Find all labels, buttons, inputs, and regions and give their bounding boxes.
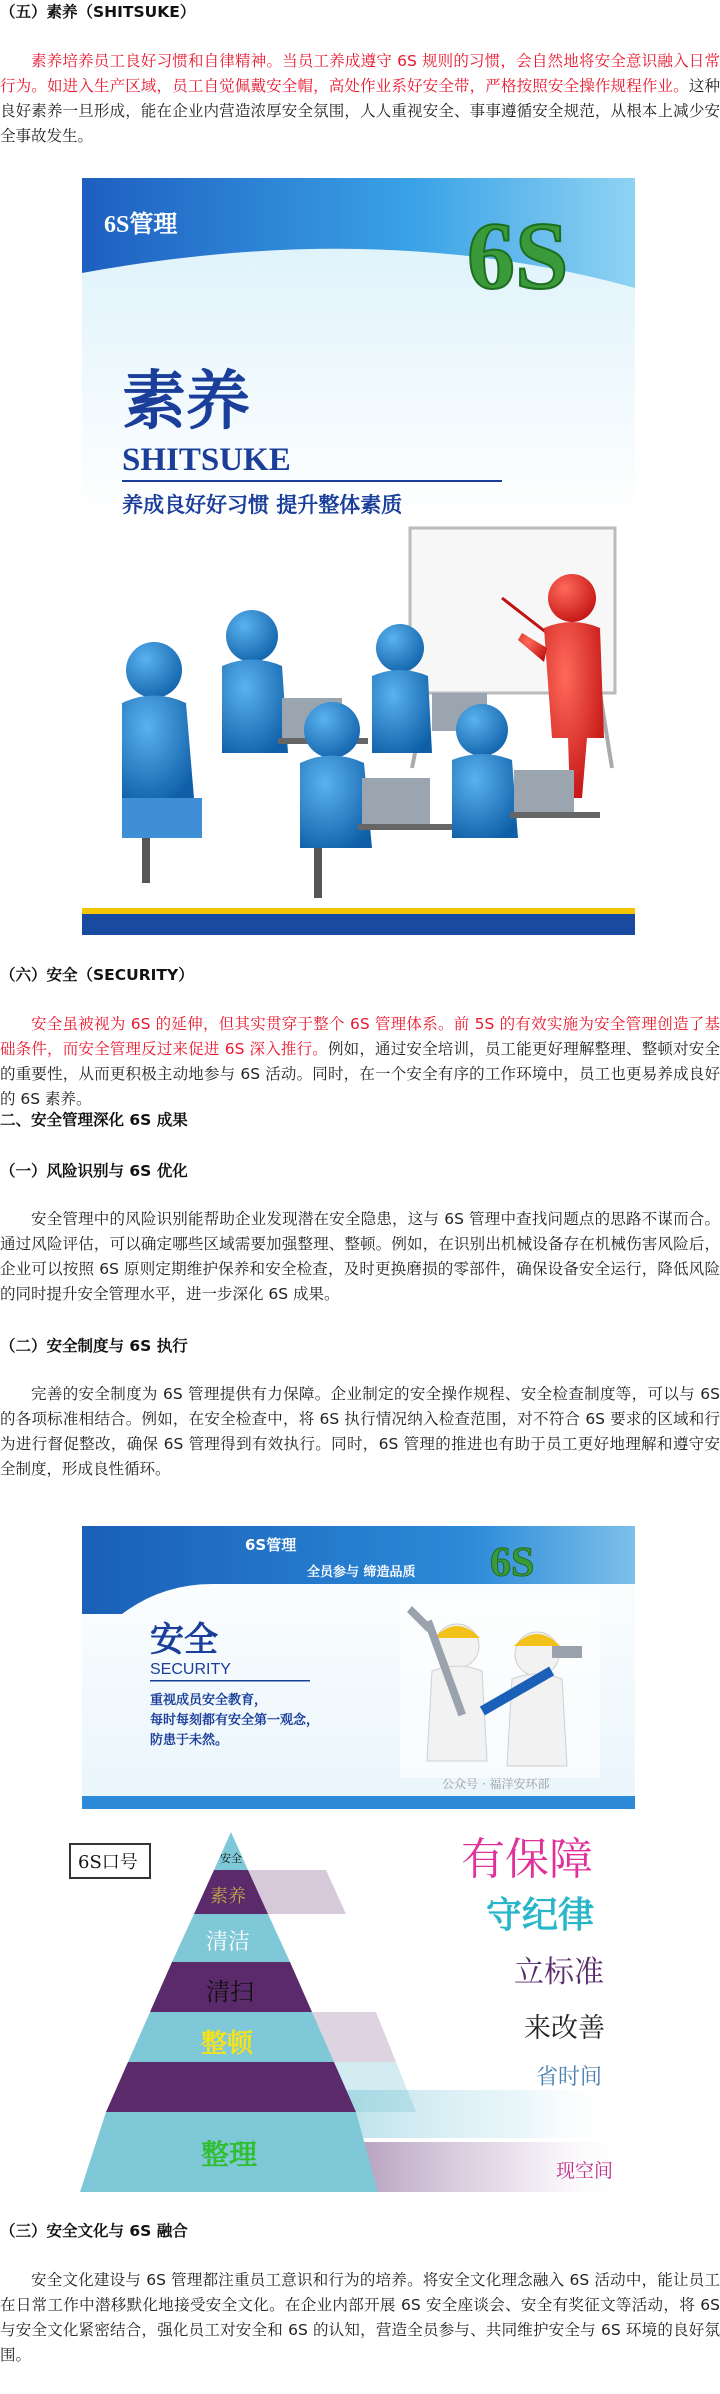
section-5-paragraph [0,49,720,149]
pyramid-slogan-1: 有保障 [461,1834,593,1885]
poster1-title: 素养 [122,364,250,439]
poster2-line-2: 每时每刻都有安全第一观念， [150,1713,320,1728]
section-6-highlight: 安全虽被视为 6S 的延伸，但其实贯穿于整个 6S 管理体系。前 5S 的有效实施为安全管理创造了基础条件，而安全管理反过来促进 6S 深入推行。 [0,1015,720,1058]
section-6-text: 例如，通过安全培训，员工能更好理解整理、整顿对安全的重要性，从而更积极主动地参与 6S 活动。同时，在一个安全有序的工作环境中，员工也更易养成良好的 6S 素养。 [0,1040,720,1108]
poster-shitsuke [82,178,635,935]
section-5-text: 这种良好素养一旦形成，能在企业内营造浓厚安全氛围，人人重视安全、事事遵循安全规范，从根本上减少安全事故发生。 [0,77,720,145]
poster2-subtitle: 全员参与 缔造品质 [307,1565,416,1580]
poster2-romaji: SECURITY [150,1661,231,1678]
pyramid-slogan-4: 来改善 [524,2013,605,2044]
poster1-big-6s: 6S [467,202,569,309]
pyramid-level-1: 安全 [220,1852,242,1865]
poster-security [82,1526,635,1809]
workers-illustration [400,1598,600,1778]
pyramid-level-5: 整顿 [201,2029,254,2059]
section-2-2-text: 完善的安全制度为 6S 管理提供有力保障。企业制定的安全操作规程、安全检查制度等，可以与 6S 的各项标准相结合。例如，在安全检查中，将 6S 执行情况纳入检查范围，对不符合 6S 要求的区域和行为进行督促整改，确保 6S 管理得到有效执行。同时，6S 管理的推进也有助于员工更好地理解和遵守安全制度，形成良性循环。 [0,1385,720,1478]
pyramid-label: 6S口号 [78,1852,138,1873]
section-5-highlight: 素养培养员工良好习惯和自律精神。当员工养成遵守 6S 规则的习惯，会自然地将安全意识融入日常行为。如进入生产区域，员工自觉佩戴安全帽，高处作业系好安全带，严格按照安全操作规程作业。 [0,52,720,95]
pyramid-slogan-2: 守纪律 [486,1895,595,1936]
section-2-3-heading: （三）安全文化与 6S 融合 [0,2222,188,2240]
pyramid-slogan-5: 省时间 [536,2065,603,2090]
section-2-2-heading: （二）安全制度与 6S 执行 [0,1337,188,1355]
part-2-heading: 二、安全管理深化 6S 成果 [0,1111,188,1129]
pyramid-slogans [66,1822,633,2197]
pyramid-level-3: 清洁 [206,1930,251,1955]
section-6-paragraph [0,1012,720,1112]
pyramid-slogan-6: 现空间 [556,2160,614,2182]
pyramid-slogan-3: 立标准 [514,1955,604,1990]
section-2-3-text: 安全文化建设与 6S 管理都注重员工意识和行为的培养。将安全文化理念融入 6S 活动中，能让员工在日常工作中潜移默化地接受安全文化。在企业内部开展 6S 安全座谈会、安全有奖征文等活动，将 6S 与安全文化紧密结合，强化员工对安全和 6S 的认知，营造全员参与、共同维护安全与 6S 环境的良好氛围。 [0,2271,720,2364]
pyramid-level-2: 素养 [210,1886,246,1907]
poster2-tag: 6S管理 [245,1536,297,1554]
poster2-line-3: 防患于未然。 [150,1733,229,1748]
poster2-watermark: 公众号 · 福洋安环部 [442,1777,550,1791]
poster2-title: 安全 [150,1620,218,1660]
section-2-1-heading: （一）风险识别与 6S 优化 [0,1162,188,1180]
section-6-heading: （六）安全（SECURITY） [0,966,194,984]
poster1-tag: 6S管理 [104,212,178,238]
pyramid-level-6: 整理 [201,2138,258,2171]
poster2-line-1: 重视成员安全教育， [150,1693,268,1708]
poster2-big-6s: 6S [490,1540,535,1586]
section-2-1-text: 安全管理中的风险识别能帮助企业发现潜在安全隐患，这与 6S 管理中查找问题点的思路不谋而合。通过风险评估，可以确定哪些区域需要加强整理、整顿。例如，在识别出机械设备存在机械伤害风险后，企业可以按照 6S 原则定期维护保养和安全检查，及时更换磨损的零部件，确保设备安全运行，降低风险的同时提升安全管理水平，进一步深化 6S 成果。 [0,1210,720,1303]
poster1-slogan: 养成良好好习惯 提升整体素质 [122,492,403,517]
pyramid-level-4: 清扫 [206,1978,254,2006]
section-5-heading: （五）素养（SHITSUKE） [0,3,196,21]
poster1-romaji: SHITSUKE [122,442,291,478]
